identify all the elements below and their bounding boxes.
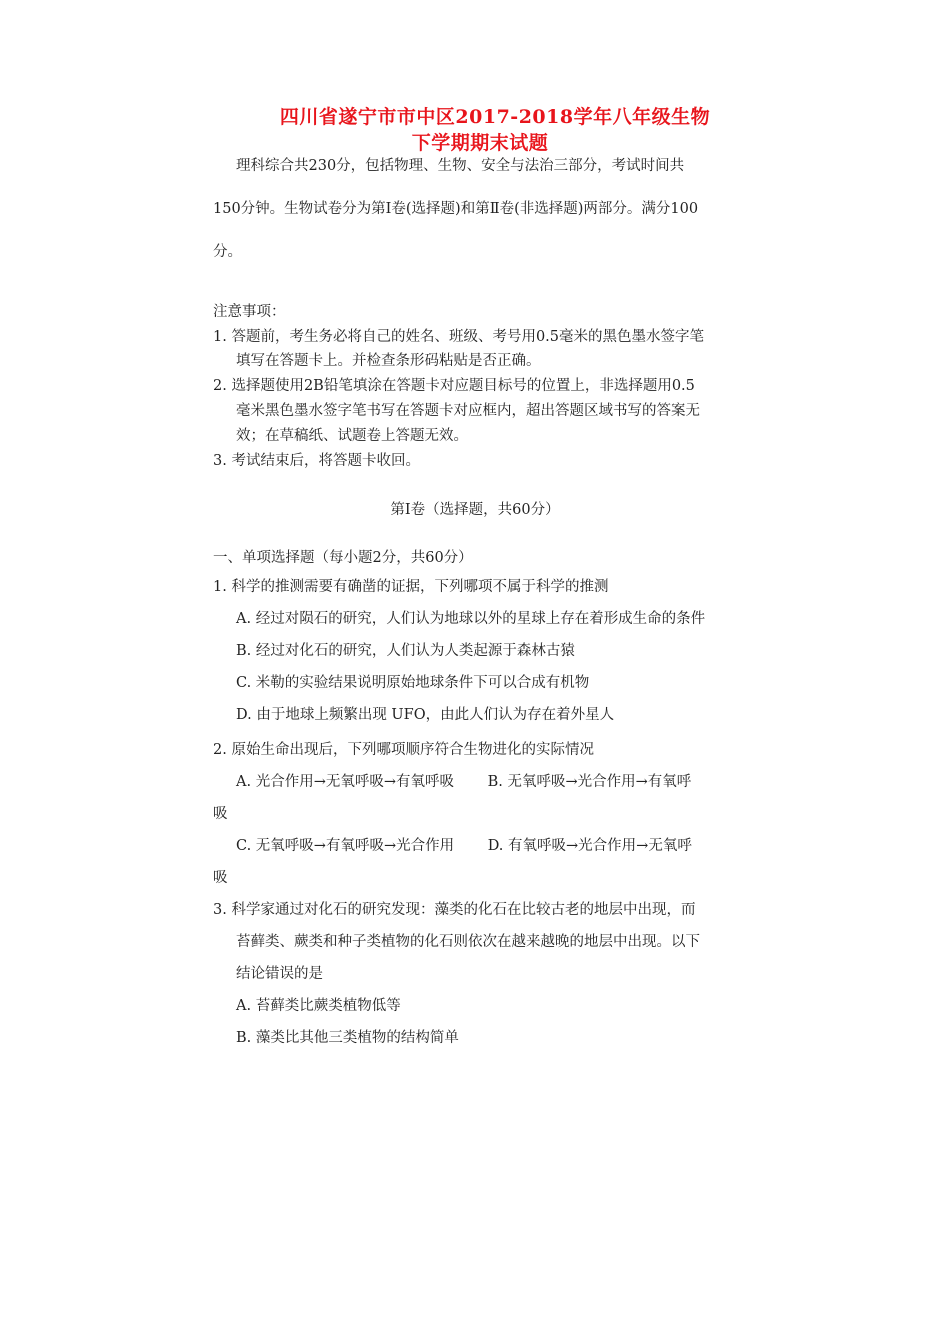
question-3-stem-line-2: 苔藓类、蕨类和种子类植物的化石则依次在越来越晚的地层中出现。以下: [236, 934, 700, 950]
section-title: 第Ⅰ卷（选择题，共60分）: [390, 502, 560, 518]
note-1-line-a: 1. 答题前，考生务必将自己的姓名、班级、考号用0.5毫米的黑色墨水签字笔: [213, 329, 705, 345]
notes-heading: 注意事项：: [213, 304, 286, 320]
note-2-line-a: 2. 选择题使用2B铅笔填涂在答题卡对应题目标号的位置上，非选择题用0.5: [213, 378, 695, 394]
intro-line-3: 分。: [213, 244, 242, 260]
question-3-option-a: A. 苔藓类比蕨类植物低等: [236, 998, 401, 1014]
question-1-option-d: D. 由于地球上频繁出现 UFO，由此人们认为存在着外星人: [236, 707, 615, 723]
question-1-option-c: C. 米勒的实验结果说明原始地球条件下可以合成有机物: [236, 675, 590, 691]
note-1-line-b: 填写在答题卡上。并检查条形码粘贴是否正确。: [236, 353, 541, 369]
exam-title-line-1: 四川省遂宁市市中区2017-2018学年八年级生物: [279, 106, 711, 128]
exam-title-line-2: 下学期期末试题: [411, 132, 549, 154]
question-2-stem: 2. 原始生命出现后，下列哪项顺序符合生物进化的实际情况: [213, 742, 594, 758]
question-2-options-ab: A. 光合作用→无氧呼吸→有氧呼吸 B. 无氧呼吸→光合作用→有氧呼: [236, 774, 692, 790]
intro-line-2: 150分钟。生物试卷分为第Ⅰ卷(选择题)和第Ⅱ卷(非选择题)两部分。满分100: [213, 201, 699, 217]
question-2-options-cd-wrap: 吸: [213, 870, 228, 886]
intro-line-1: 理科综合共230分，包括物理、生物、安全与法治三部分，考试时间共: [236, 158, 685, 174]
question-3-stem-line-1: 3. 科学家通过对化石的研究发现：藻类的化石在比较古老的地层中出现，而: [213, 902, 696, 918]
question-3-option-b: B. 藻类比其他三类植物的结构简单: [236, 1030, 459, 1046]
question-1-option-b: B. 经过对化石的研究，人们认为人类起源于森林古猿: [236, 643, 575, 659]
part-heading: 一、单项选择题（每小题2分，共60分）: [213, 550, 473, 566]
question-2-options-cd: C. 无氧呼吸→有氧呼吸→光合作用 D. 有氧呼吸→光合作用→无氧呼: [236, 838, 692, 854]
note-2-line-b: 毫米黑色墨水签字笔书写在答题卡对应框内，超出答题区域书写的答案无: [236, 403, 700, 419]
question-1-option-a: A. 经过对陨石的研究，人们认为地球以外的星球上存在着形成生命的条件: [236, 611, 706, 627]
question-2-options-ab-wrap: 吸: [213, 806, 228, 822]
note-2-line-c: 效；在草稿纸、试题卷上答题无效。: [236, 428, 468, 444]
note-3: 3. 考试结束后，将答题卡收回。: [213, 453, 420, 469]
question-3-stem-line-3: 结论错误的是: [236, 966, 323, 982]
question-1-stem: 1. 科学的推测需要有确凿的证据，下列哪项不属于科学的推测: [213, 579, 609, 595]
